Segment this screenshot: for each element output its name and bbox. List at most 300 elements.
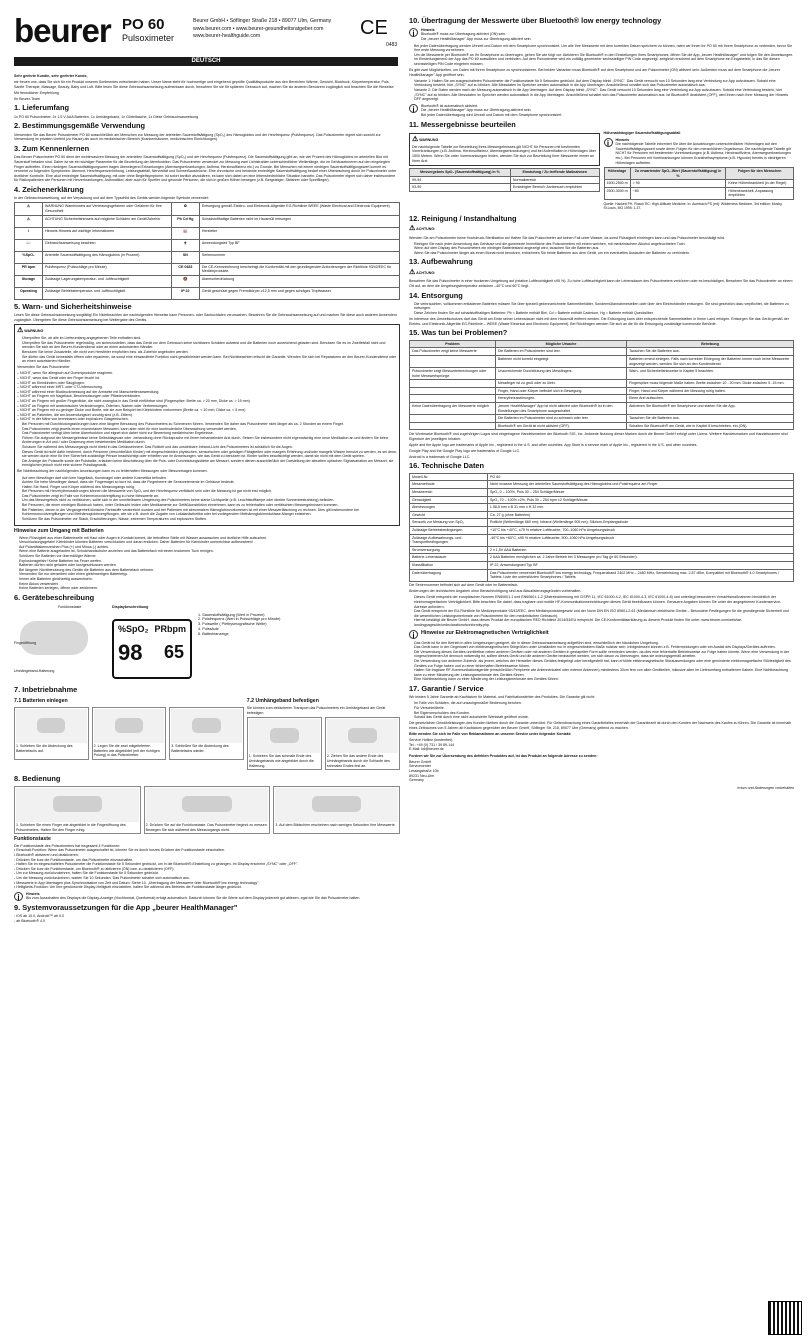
no-use-item: – NICHT in der Nähe von brennbaren oder explosiven Gasgemischen. <box>17 417 129 422</box>
table-cell: Zulässige Betriebsbedingungen <box>410 526 488 534</box>
warranty-item: • Für Verschleißteile. <box>414 706 794 711</box>
no-use-item: – NICHT an Fingern mit zu geringer Dicke und Breite, wie sie zum Beispiel bei Kleinkindern vorkommen (Breite ca. < 10 mm, Dicke ca. < 5 mm) <box>17 408 246 413</box>
battery-item: • Keine Batterien zerlegen, öffnen oder zerkleinern. <box>19 586 400 591</box>
device-label: Umhängeband-Halterung <box>14 668 55 673</box>
emv-item: • Halten Sie tragbare RF-Kommunikationsgeräte (einschließlich Peripherie wie Antennenkabel oder externe Antennen) mindestens 30cm fern von allen Gerätteilen, inklusive allen im Lieferumfang enthaltenen Kabeln. Eine Nichtbeachtung kann zu einer Minderung der Leistungsmerkmale des Gerätes führen. <box>414 668 794 677</box>
company-address: Beurer GmbH • Söflinger Straße 218 • 89077 Ulm, Germany www.beurer.com • www.beurer-gesundheitsratgeber.com www.beurer-healthguide.com <box>193 18 332 40</box>
tech-row <box>410 526 794 534</box>
device-label: Funktionstaste <box>58 604 82 609</box>
table-cell: Ca. 27 g (ohne Batterien) <box>488 511 794 519</box>
display-pr-value: 65 <box>163 642 184 663</box>
problem-row <box>410 422 794 430</box>
table-cell: Herzrythmusstörungen. <box>495 395 626 403</box>
warranty-item: • Bei Eigenverschulden des Kunden. <box>414 711 794 716</box>
symbol-text: ACHTUNG Sicherheitshinweis auf mögliche Schäden am Gerät/Zubehör <box>43 215 172 227</box>
warranty-item: • Sobald das Gerät durch eine nicht autorisierte Werkstatt geöffnet wurde. <box>414 715 794 720</box>
warning-item: • Führen Sie aufgrund der Messergebnisse keine Selbstdiagnose oder -behandlung ohne Rücksprache mit Ihrem behandelnden Arzt durch. Setzen Sie insbesondere nicht eigenmächtig eine neue Medikation an und ändern Sie keine Änderungen in Art und / oder Dosierung einer bestehenden Medikation durch. <box>22 436 397 445</box>
variants-list <box>414 79 794 102</box>
hint-box: i Hinweis Bis zum Ausschalten des Displays die Display-Anzeige (Hochformat, Querformat) erfolgt automatisch. Dadurch können Sie die Werte auf dem Display jederzeit gut ablesen, egal wie Sie das Pulsoximeter halten. <box>14 892 400 901</box>
symbol-icon: %SpO₂ <box>15 251 43 263</box>
display-pr-label: PRbpm <box>154 624 186 635</box>
no-use-item: – NICHT an Fingern mit Nagellack, Beschmutzungen oder Pflasterverbänden. <box>17 394 141 399</box>
symbol-icon: PR bpm <box>15 263 43 275</box>
symbol-icon: 🏭 <box>171 227 199 239</box>
step-illustration <box>275 788 398 822</box>
service-line: Service Hotline (kostenfrei): <box>409 738 454 742</box>
hint-item: Bluetooth® muss zur Übertragung aktiviert (ON) sein. <box>421 32 507 37</box>
brand-logo: beurer <box>14 12 111 49</box>
emv-item: • Die Verwendung dieses Gerätes unmittelbar neben anderen Geräten oder mit anderen Geräten in gestapelter Form sollte vermieden werden, da dies eine fehlerhafte Betriebsweise zur Folge haben könnte. Wenn eine Verwendung in der vorgeschriebenen Art dennoch notwendig ist, sollten dieses Gerät und die anderen Geräte beobachtet werden, um sich davon zu überzeugen, dass sie ordnungsgemäß arbeiten. <box>414 650 794 659</box>
symbol-row <box>15 227 400 239</box>
model-name: PO 60 <box>122 16 165 33</box>
table-cell: Keine Höhenkrankheit (in der Regel) <box>726 180 794 188</box>
function-line: - Drücken Sie kurz die Funktionstaste, um das Pulsoximeter einzuschalten. <box>14 857 134 862</box>
service-contact <box>409 738 794 752</box>
return-heading: Fordern wir Sie zur Übersendung des defekten Produktes auf, ist das Produkt an folgende Adresse zu senden: <box>409 753 598 758</box>
device-illustration <box>14 605 106 683</box>
symbol-text: Alarmunterdrückung <box>199 275 399 287</box>
table-cell: Messfinger ist zu groß oder zu klein. <box>495 380 626 388</box>
symbol-icon: ⚠ <box>15 203 43 215</box>
tech-row <box>410 534 794 546</box>
warning-item: • Bei Personen mit Durchblutungsstörungen kann eine längere Benutzung des Pulsoximeters zu Schmerzen führen. Verwenden Sie daher das Pulsoximeter nicht länger als ca. 2 Stunden an einem Finger. <box>22 422 397 427</box>
product-name: Pulsoximeter <box>122 33 175 43</box>
tech-row <box>410 504 794 512</box>
section-text: Lesen Sie diese Gebrauchsanweisung sorgfältig! Ein Nichtbeachten der nachfolgenden Hinweise kann Personen- oder Sachschäden verursachen. Bewahren Sie die Gebrauchsanweisung auf und machen Sie diese auch anderen Anwendern zugänglich. Übergeben Sie diese Gebrauchsanweisung bei Weitergabe des Geräts. <box>14 313 397 322</box>
step-illustration <box>249 719 320 753</box>
step-figure <box>273 786 400 834</box>
table-cell: L 58,5 mm x B 31 mm x H 32 mm <box>488 504 794 512</box>
symbol-icon: 📖 <box>15 239 43 251</box>
function-line: - Um zur Messung zurückzukehren, halten Sie die Funktionstaste für 5 Sekunden gedrückt. <box>14 871 160 876</box>
section-heading: 4. Zeichenerklärung <box>14 184 84 194</box>
no-use-item: – NICHT an Fingern mit großer Fingerdicke, die nicht zwanglos in das Gerät einführbar sind (Fingerspitze: Breite ca. > 20 mm, Dicke ca. > 15 mm) <box>17 399 250 404</box>
table-cell <box>410 355 496 367</box>
no-use-list <box>17 371 397 422</box>
device-shape <box>37 718 65 733</box>
table-cell: SpO₂ 70 – 100% ±2%, Puls 30 – 254 bpm ±2 Schläge/Minute <box>488 496 794 504</box>
results-row <box>410 184 600 192</box>
measure-item: • Bei Personen mit Herzrhythmusstörungen können die Messwerte von SpO₂ und der Herzfrequenz verfälscht sein oder die Messung ist gar nicht erst möglich. <box>22 489 397 494</box>
step-figure <box>247 717 322 770</box>
service-heading: Bitte wenden Sie sich im Falle von Reklamationen an unseren Service unter folgender Kontakt: <box>409 731 572 736</box>
variants-intro: Es gibt zwei Möglichkeiten, um Daten mit Ihrem Smartphone zu synchronisieren. Bei beiden Varianten muss Bluetooth® auf dem Smartphone und am Pulsoximeter (ON) aktiviert sein. Außerdem muss auf dem Smartphone die „beurer HealthManager" App geöffnet sein. <box>409 68 780 77</box>
section-text: Verwenden Sie das Beurer Pulsoximeter PO 60 ausschließlich am Menschen zur Messung der arteriellen Sauerstoffsättigung (SpO₂) des Hämoglobins und der Herzfrequenz (Pulsfrequenz). Das Pulsoximeter eignet sich sowohl zur Verwendung im privaten Umfeld (zu Hause) als auch im medizinischen Bereich (Krankenhäusern, medizinischen Einrichtungen). <box>14 132 381 142</box>
disposal-item: • Diese Zeichen finden Sie auf schadstoffhaltigen Batterien: Pb = Batterie enthält Blei, Cd = Batterie enthält Cadmium, Hg = Batterie enthält Quecksilber <box>414 311 794 316</box>
team: Ihr Beurer-Team <box>14 96 40 101</box>
battery-item: • Schützen Sie Batterien vor übermäßiger Wärme. <box>19 554 400 559</box>
results-row <box>409 131 794 212</box>
requirement-item: - ab Bluetooth® 4.0 <box>14 918 46 923</box>
section-heading: 14. Entsorgung <box>409 290 463 300</box>
return-line: Germany <box>409 778 424 783</box>
table-cell: > 90 <box>630 180 726 188</box>
no-use-item: – NICHT an Kleinkindern oder Säuglingen. <box>17 380 85 385</box>
warning-item: • Sie dürfen das Gerät keinesfalls öffnen oder reparieren, da sonst eine einwandfreie Funktion nicht gewährleistet werden kann. Bei Nichtbeachten erlischt die Garantie. Wenden Sie sich bei Reparaturen an den Beurer-Kundendienst oder an einen autorisierten Händler. <box>22 355 397 364</box>
table-cell: Aktivieren Sie Bluetooth® am Smartphone und starten Sie die App. <box>627 403 794 415</box>
table-cell: 2500-3000 m <box>604 187 630 199</box>
step-figure <box>325 717 400 770</box>
cleaning-item: • Reinigen Sie nach jeder Anwendung das Gehäuse und die gummierte Innenfläche des Pulsoximeters mit einem weichen, mit medizinischem Alkohol angefeuchteten Tuch. <box>414 242 794 247</box>
tech-row <box>410 561 794 569</box>
info-icon: i <box>14 892 23 901</box>
measure-item: • Auf dem Messfinger darf sich kein Nagellack, Kunstnagel oder andere Kosmetika befinden. <box>22 476 397 481</box>
symbol-text: Gerät geschützt gegen Fremdkörper ≥12,5 mm und gegen schräges Tropfwasser <box>199 287 399 299</box>
symbol-row <box>15 215 400 227</box>
function-line: • Helligkeits-Funktion: Um Ihre gewünschte Display-Helligkeit einzustellen, halten Sie während des Betriebs die Funktionstaste länger gedrückt. <box>14 885 242 890</box>
table-cell: Stromversorgung <box>410 546 488 554</box>
table-cell: 93-90 <box>410 184 511 192</box>
section-heading: 11. Messergebnisse beurteilen <box>409 119 516 129</box>
hint-box <box>409 104 794 118</box>
symbol-text: WARNUNG Warnhinweis auf Verletzungsgefahren oder Gefahren für Ihre Gesundheit <box>43 203 172 215</box>
battery-list <box>19 536 400 591</box>
battery-item: • Explosionsgefahr! Keine Batterien ins Feuer werfen. <box>19 559 400 564</box>
table-cell: Finger, Hand und Körper während der Messung ruhig halten. <box>627 387 794 395</box>
device-shape <box>182 796 231 811</box>
variant-item: • Variante 2: Die Daten werden nach der Messung automatisch in die App übertragen. Auf dem Display blinkt „SYNC". Das Gerät versucht 10 Sekunden lang eine Verbindung zur App aufzubauen. Sobald eine Verbindung besteht, hört „SYNC" auf zu blinken. Alle Messdaten im Speicher werden automatisch in die App übertragen. Anschließend schaltet sich das Pulsoximeter automatisch aus. Ist Bluetooth® deaktiviert (OFF), wird Ihnen nach Ihrer Messung der Hinweis OFF angezeigt. <box>414 88 794 102</box>
table-cell: Erniedrigter Bereich: Arztbesuch empfohlen <box>510 184 599 192</box>
section-heading: 15. Was tun bei Problemen? <box>409 328 508 338</box>
table-cell: Bluetooth® am Gerät ist nicht aktiviert (OFF). <box>495 422 626 430</box>
display-illustration <box>112 619 192 679</box>
step-caption: 2. Drücken Sie auf die Funktionstaste. Das Pulsoximeter beginnt zu messen. Bewegen Sie sich während des Messvorgangs nicht. <box>145 822 268 832</box>
no-use-item: – NICHT, wenn das Gerät oder der Finger feucht ist. <box>17 376 100 381</box>
symbol-text: Die CE-Kennzeichnung bescheinigt die Konformität mit den grundlegenden Anforderungen der Richtlinie 93/42/EEC für Medizinprodukte. <box>199 263 399 275</box>
step-illustration <box>16 788 139 822</box>
altitude-row <box>604 180 794 188</box>
serial-note: Die Seriennummer befindet sich auf dem Gerät oder im Batteriefach. <box>409 583 519 588</box>
symbol-icon: 🔕 <box>171 275 199 287</box>
warning-item: • Benutzen Sie keine Zusatzteile, die nicht vom Hersteller empfohlen bzw. als Zubehör angeboten werden. <box>22 350 397 355</box>
step-caption: 3. Auf dem Bildschirm erscheinen nach wenigen Sekunden Ihre Messwerte. <box>275 822 396 827</box>
hint-item: Bluetooth® ist automatisch aktiviert. <box>421 103 479 108</box>
symbol-text: Entsorgung gemäß Elektro- und Elektronik-Altgeräte EG-Richtlinie WEEE (Waste Electrical and Electronic Equipment) <box>199 203 399 215</box>
section-heading: 10. Übertragung der Messwerte über Bluetooth® low energy technology <box>409 16 662 25</box>
symbol-icon: ⚠ <box>15 215 43 227</box>
measure-item: • Schützen Sie das Pulsoximeter vor Staub, Erschütterungen, Nässe, extremen Temperaturen und explosiven Stoffen. <box>22 517 397 522</box>
right-column: 10. Übertragung der Messwerte über Bluetooth® low energy technology i Hinweis Bluetooth® muss zur Übertragung aktiviert (ON) sein. Die „beurer HealthManager" App muss zur Übertragung aktiviert sein. • Bei jeder Datenübertragung werden Uhrzeit und Datum mit dem Smartphone synchronisiert. Um alle Ihre Messwerte mit dem korrekten Datum speichern zu können, raten wir Ihnen Ihr PO 60 mit Ihrem Smartphone zu verbinden, bevor Sie Ihre erste Messung vornehmen. • Um die Messwerte per Bluetooth® an Ihr Smartphone zu übertragen, gehen Sie wie folgt vor: Aktivieren Sie Bluetooth® in den Einstellungen Ihres Smartphones, öffnen Sie die App „beurer HealthManager" und folgen Sie den Anweisungen. Im Einstellungsmenü der App das PO 60 auswählen und verbinden. Auf dem Pulsoximeter wird ein zufällig generierter sechsstelliger PIN Code angezeigt, zeitgleich erscheint auf dem Smartphone ein Eingabefeld, in das Sie diesen sechsstelligen PIN Code eingeben müssen. Es gibt zwei Möglichkeiten, um Daten mit Ihrem Smartphone zu synchronisieren. Bei beiden Varianten muss Bluetooth® auf dem Smartphone und am Pulsoximeter (ON) aktiviert sein. Außerdem muss auf dem Smartphone die „beurer HealthManager" App geöffnet sein. • Variante 1: Halten Sie am ausgeschalteten Pulsoximeter die Funktionstaste für 5 Sekunden gedrückt. Auf dem Display blinkt „SYNC". Das Gerät versucht nun 10 Sekunden lang eine Verbindung zur App aufzubauen. Sobald eine Verbindung besteht, hört „SYNC" auf zu blinken. Alle Messdaten im Speicher werden automatisch in die App übertragen. Anschließend schaltet sich das Pulsoximeter automatisch aus. • Variante 2: Die Daten werden nach der Messung automatisch in die App übertragen. Auf dem Display blinkt „SYNC". Das Gerät versucht 10 Sekunden lang eine Verbindung zur App aufzubauen. Sobald eine Verbindung besteht, hört „SYNC" auf zu blinken. Alle Messdaten im Speicher werden automatisch in die App übertragen. Anschließend schaltet sich das Pulsoximeter automatisch aus. Ist Bluetooth® deaktiviert (OFF), wird Ihnen nach Ihrer Messung der Hinweis OFF angezeigt. i Bluetooth® ist automatisch aktiviert. Die „beurer HealthManager" App muss zur Übertragung aktiviert sein. Bei jeder Datenübertragung wird Uhrzeit und Datum mit dem Smartphone synchronisiert. 11. Messergebnisse beurteilen ⚠ WARNUNG Die nachfolgende Tabelle zur Beurteilung Ihres Messergebnisses gilt NICHT für Personen mit bestimmten Vorerkrankungen (z.B. Asthma, Herzinsuffizienz, Atemwegserkrankungen) und bei Aufenthalten in Höhenlagen über 1500 Metern. Wenn Sie unter Vorerkrankungen leiden, wenden Sie sich zur Beurteilung Ihrer Messwerte immer an Ihren Arzt. Messergebnis SpO₂ (Sauerstoffsättigung) in % Einstufung / Zu treffende Maßnahmen 99-94 Normalbereich 93-90 Erniedrigter Bereich: Arztbesuch empfohlen Höhenabhängiger Sauerstoffsättigungsabfall i Hinweis Die nachfolgende Tabelle informiert Sie über die Auswirkungen unterschiedlicher Höhenlagen auf den Sauerstoffsättigungswert sowie deren Folgen für den menschlichen Organismus. Die nachfolgende Tabelle gilt NICHT für Personen mit bestimmten Vorerkrankungen (z.B. Asthma, Herzinsuffizienz, Atemwegserkrankungen etc.). Bei Personen mit Vorerkrankungen können Krankheitssymptome (z.B. Hypoxie) bereits in niedrigeren Höhenlagen auftreten. Höhenlage Zu erwartender SpO₂-Wert (Sauerstoffsättigung) in % Folgen für den Menschen 1500-2500 m > 90 Keine Höhenkrankheit (in der Regel) 2500-3000 m ~80 Höhenkrankheit, Anpassung empfohlen Quelle: Hackett PH, Roach RC: High-Altitude Medicine. In: Auerbach PS (ed): Wilderness Medicine, 3rd edition; Mosby, St.Louis, MO 1995: 1-37. 12. Reinigung / Instandhaltung ⚠ ACHTUNG: Wenden Sie am Pulsoximeter keine Hochdruck-Sterilisation an! Halten Sie das Pulsoximeter auf keinen Fall unter Wasser, da sonst Flüssigkeit eindringen kann und das Pulsoximeter beschädigt wird. • Reinigen Sie nach jeder Anwendung das Gehäuse und die gummierte Innenfläche des Pulsoximeters mit einem weichen, mit medizinischem Alkohol angefeuchteten Tuch. • Wenn auf dem Display des Pulsoximeters ein niedriger Batteriestand angezeigt wird, tauschen Sie die Batterien aus. • Wenn Sie das Pulsoximeter länger als einen Monat nicht benutzen, entnehmen Sie beide Batterien aus dem Gerät, um ein eventuelles Auslaufen der Batterien zu verhindern. 13. Aufbewahrung ⚠ ACHTUNG: Bewahren Sie das Pulsoximeter in einer trockenen Umgebung auf (relative Luftfeuchtigkeit ≤95 %). Zu hohe Luftfeuchtigkeit kann die Lebensdauer des Pulsoximeters verkürzen oder es beschädigen. Bewahren Sie das Pulsoximeter an einem Ort auf, an dem die Umgebungstemperatur zwischen –40°C und 60°C liegt. 14. Entsorgung • Die verbrauchten, vollkommen entladenen Batterien müssen Sie über speziell gekennzeichnete Sammelbehälter, Sondermüllannahmestellen oder über den Elektrohändler entsorgen. Sie sind gesetzlich dazu verpflichtet, die Batterien zu entsorgen. • Diese Zeichen finden Sie auf schadstoffhaltigen Batterien: Pb = Batterie enthält Blei, Cd = Batterie enthält Cadmium, Hg = Batterie enthält Quecksilber Im Interesse des Umweltschutzes darf das Gerät am Ende seiner Lebensdauer nicht mit dem Hausmüll entfernt werden. Die Entsorgung kann über entsprechende Sammelstellen in Ihrem Land erfolgen. Entsorgen Sie das Gerät gemäß der Elektro- und Elektronik-Altgeräte EG-Richtlinie – WEEE (Waste Electrical and Electronic Equipment). Bei Rückfragen wenden Sie sich an die für die Entsorgung zuständige kommunale Behörde. 15. Was tun bei Problemen? Problem Mögliche Ursache Behebung Das Pulsoximeter zeigt keine Messwerte Die Batterien im Pulsoximeter sind leer. Tauschen Sie die Batterien aus. Batterien nicht korrekt eingelegt. Batterien erneut einlegen. Falls nach korrekter Einlegung der Batterien immer noch keine Messwerte angezeigt werden, wenden Sie sich an den Kundendienst. Pulsoximeter zeigt Messunterbrechungen oder hohe Messwertsprünge Unzureichende Durchblutung des Messfingers. Warn- und Sicherheitshinweise in Kapitel 5 beachten. Messfinger ist zu groß oder zu klein. Fingerspitze muss folgende Maße haben: Breite zwischen 10 - 20 mm. Dicke zwischen 5 -15 mm. Finger, Hand oder Körper befindet sich in Bewegung. Finger, Hand und Körper während der Messung ruhig halten. Herzrythmusstörungen. Einen Arzt aufsuchen. Keine Datenübertragung der Messwerte möglich „beurer HealthManager" App ist nicht aktiviert oder Bluetooth® ist in den Einstellungen des Smartphone ausgeschaltet. Aktivieren Sie Bluetooth® am Smartphone und starten Sie die App. Die Batterien im Pulsoximeter sind zu schwach oder leer. Tauschen Sie die Batterien aus. Bluetooth® am Gerät ist nicht aktiviert (OFF). Schalten Sie Bluetooth® am Gerät, wie in Kapitel 8 beschrieben, ein (ON). Die Wortmarke Bluetooth® und zugehörigen Logos sind eingetragene Handelsmarken der Bluetooth SIG, Inc. Jedwede Nutzung dieser Marken durch die Beurer GmbH erfolgt unter Lizenz. Weitere Handelsmarken und Handelsnamen sind Eigentum der jeweiligen Inhaber. Apple and the Apple logo are trademarks of Apple Inc., registered in the U.S. and other countries. App Store is a service mark of Apple Inc., registered in the U.S. and other countries. Google Play and the Google Play logo are trademarks of Google LLC. Android is a trademark of Google LLC. 16. Technische Daten Modell-Nr. PO 60 Messmethode Nicht invasive Messung der arteriellen Sauerstoffsättigung des Hämoglobins und Pulsfrequenz am Finger Messbereich SpO₂ 0 – 100%, Puls 30 – 254 Schläge/Minute Genauigkeit SpO₂ 70 – 100% ±2%, Puls 30 – 254 bpm ±2 Schläge/Minute Abmessungen L 58,5 mm x B 31 mm x H 32 mm Gewicht Ca. 27 g (ohne Batterien) Sensorik zur Messung von SpO₂ Rotlicht (Wellenlänge 660 nm); Infrarot (Wellenlänge 905 nm); Silizium-Empfangsdiode Zulässige Betriebsbedingungen +10°C bis +40°C, ≤75 % relative Luftfeuchte, 700–1060 hPa Umgebungsdruck Zulässige Aufbewahrungs- und Transportbedingungen -40°C bis +60°C, ≤95 % relative Luftfeuchte, 500–1060 hPa Umgebungsdruck Stromversorgung 2 x 1,5V AAA Batterien Batterie-Lebensdauer 2 AAA Batterien ermöglichen ca. 2 Jahre Betrieb bei 3 Messungen pro Tag (je 60 Sekunden). Klassifikation IP 22, Anwendungsteil Typ BF Datenübertragung Das Pulsoximeter verwendet Bluetooth® low energy technology, Frequenzband 2402 MHz – 2480 MHz, Sendeleistung max. 2,87 dBm, Kompatibel mit Bluetooth® 4.0 Smartphones / Tablets. Liste der unterstützten Smartphones / Tablets Die Seriennummer befindet sich auf dem Gerät oder im Batteriefach. Änderungen der technischen Angaben ohne Benachrichtigung sind aus Aktualisierungsgründen vorbehalten. • Dieses Gerät entspricht der europäischen Normen EN60601-1 und EN60601-1-2 (Übereinstimmung mit CISPR 11, IEC 61000-4-2, IEC 61000-4-3, IEC 61000-4-8) und unterliegt besonderen Vorsichtsmaßnahmen hinsichtlich der elektromagnetischen Verträglichkeit. Bitte beachten Sie dabei, dass tragbare und mobile HF-Kommunikationseinrichtungen dieses Gerät beeinflussen können. Genauere Angaben können Sie unter der angegebenen Kundenservice-Adresse anfordern. • Das Gerät entspricht der EU-Richtlinie für Medizinprodukte 93/42/EEC, dem Medizinproduktegesetz und der Norm DIN EN ISO 80601-2-61 (Medizinisch elektrische Geräte – Besondere Festlegungen für die grundlegende Sicherheit und die wesentlichen Leistungsmerkmale von Pulsoximetern für den medizinischen Gebrauch). • Hiermit bestätigt die Beurer GmbH, dass dieses Produkt der europäischen RED Richtlinie 2014/53/EU entspricht. Die CE-Konformitätserklärung zu diesem Produkt finden Sie unter: www.beurer.com/web/we-landingpages/de/cedeclarationofconformity.php. i Hinweise zur Elektromagnetischen Verträglichkeit • Das Gerät ist für den Betrieb in allen Umgebungen geeignet, die in dieser Gebrauchsanweisung aufgeführt sind, einschließlich der häuslichen Umgebung. • Das Gerät kann in der Gegenwart von elektromagnetischen Störgrößen unter Umständen nur in eingeschränktem Maße nutzbar sein. Infolgedessen können z.B. Fehlermeldungen oder ein Ausfall des Displays/Gerätes auftreten. • Die Verwendung dieses Gerätes unmittelbar neben anderen Geräten oder mit anderen Geräten in gestapelter Form sollte vermieden werden, da dies eine fehlerhafte Betriebsweise zur Folge haben könnte. Wenn eine Verwendung in der vorgeschriebenen Art dennoch notwendig ist, sollten dieses Gerät und die anderen Geräte beobachtet werden, um sich davon zu überzeugen, dass sie ordnungsgemäß arbeiten. • Die Verwendung von anderem Zubehör, als jenem, welches der Hersteller dieses Gerätes festgelegt oder bereitgestellt hat, kann erhöhte elektromagnetische Störaussendungen oder eine geminderte elektromagnetische Störfestigkeit des Gerätes zur Folge haben und zu einer fehlerhaften Betriebsweise führen. • Halten Sie tragbare RF-Kommunikationsgeräte (einschließlich Peripherie wie Antennenkabel oder externe Antennen) mindestens 30cm fern von allen Gerätteilen, inklusive allen im Lieferumfang enthaltenen Kabeln. Eine Nichtbeachtung kann zu einer Minderung der Leistungsmerkmale des Gerätes führen. • Eine Nichtbeachtung kann zu einer Minderung der Leistungsmerkmale des Gerätes führen. 17. Garantie / Service Wir leisten 5 Jahre Garantie ab Kaufdatum für Material- und Fabrikationsfehler des Produktes. Die Garantie gilt nicht: • Im Falle von Schäden, die auf unsachgemäßer Bedienung beruhen. • Für Verschleißteile. • Bei Eigenverschulden des Kunden. • Sobald das Gerät durch eine nicht autorisierte Werkstatt geöffnet wurde. Die gesetzlichen Gewährleistungen des Kunden bleiben durch die Garantie unberührt. Für Geltendmachung eines Garantiefalles innerhalb der Garantiezeit ist durch den Kunden der Nachweis des Kaufes zu führen. Die Garantie ist innerhalb eines Zeitraumes von 5 Jahren ab Kaufdatum gegenüber der Beurer GmbH, Söflinger Str. 218, 89077 Ulm (Germany) geltend zu machen. Bitte wenden Sie sich im Falle von Reklamationen an unseren Service unter folgender Kontakt: Service Hotline (kostenfrei): Tel.: +49 (0) 731 / 39 89-144 E-Mail: kd@beurer.de Fordern wir Sie zur Übersendung des defekten Produktes auf, ist das Produkt an folgende Adresse zu senden: Beurer GmbH Servicecenter Lessingstraße 10b 89231 Neu-Ulm Germany Irrtum und Änderungen vorbehalten <box>409 14 794 1336</box>
cleaning-item: • Wenn auf dem Display des Pulsoximeters ein niedriger Batteriestand angezeigt wird, tauschen Sie die Batterien aus. <box>414 246 794 251</box>
setup-row <box>14 696 400 772</box>
measure-item: • Bei Personen, die einen niedrigen Blutdruck haben, unter Gelbsucht leiden oder Medikamente zur Gefäßkonstriktion einnehmen, kann es zu fehlerhaften oder verfälschten Messergebnissen kommen. <box>22 503 397 508</box>
problem-row <box>410 403 794 415</box>
problem-row <box>410 368 794 380</box>
table-cell: Nicht invasive Messung der arteriellen Sauerstoffsättigung des Hämoglobins und Pulsfrequenz am Finger <box>488 481 794 489</box>
change-note: Änderungen der technischen Angaben ohne Benachrichtigung sind aus Aktualisierungsgründen vorbehalten. <box>409 589 582 594</box>
table-cell <box>410 380 496 388</box>
symbol-text: Zulässige Betriebstemperatur- und -luftfeuchtigkeit <box>43 287 172 299</box>
section-heading: 17. Garantie / Service <box>409 683 484 693</box>
tech-row <box>410 511 794 519</box>
tech-row <box>410 519 794 527</box>
subsection-heading: 7.1 Batterien einlegen <box>14 698 68 705</box>
device-shape <box>192 718 220 733</box>
results-right: Höhenabhängiger Sauerstoffsättigungsabfall i Hinweis Die nachfolgende Tabelle informiert Sie über die Auswirkungen unterschiedlicher Höhenlagen auf den Sauerstoffsättigungswert sowie deren Folgen für den menschlichen Organismus. Die nachfolgende Tabelle gilt NICHT für Personen mit bestimmten Vorerkrankungen (z.B. Asthma, Herzinsuffizienz, Atemwegserkrankungen etc.). Bei Personen mit Vorerkrankungen können Krankheitssymptome (z.B. Hypoxie) bereits in niedrigeren Höhenlagen auftreten. Höhenlage Zu erwartender SpO₂-Wert (Sauerstoffsättigung) in % Folgen für den Menschen 1500-2500 m > 90 Keine Höhenkrankheit (in der Regel) 2500-3000 m ~80 Höhenkrankheit, Anpassung empfohlen Quelle: Hackett PH, Roach RC: High-Altitude Medicine. In: Auerbach PS (ed): Wilderness Medicine, 3rd edition; Mosby, St.Louis, MO 1995: 1-37. <box>604 131 795 212</box>
tech-row <box>410 554 794 562</box>
emv-item: • Das Gerät ist für den Betrieb in allen Umgebungen geeignet, die in dieser Gebrauchsanweisung aufgeführt sind, einschließlich der häuslichen Umgebung. <box>414 641 794 646</box>
table-cell: Finger, Hand oder Körper befindet sich in Bewegung. <box>495 387 626 395</box>
tech-row <box>410 569 794 581</box>
function-line: • Messwerte in App übertragen plus Synchronisation von Zeit und Datum: Siehe 10. „Übertragung der Messwerte über Bluetooth® low energy technology". <box>14 880 260 885</box>
symbol-row <box>15 287 400 299</box>
section-heading: 2. Bestimmungsgemäße Verwendung <box>14 121 146 131</box>
section-heading: 16. Technische Daten <box>409 461 485 471</box>
battery-item: • Wenn Flüssigkeit aus einer Batteriezelle mit Haut oder Augen in Kontakt kommt, die betroffene Stelle mit Wasser auswaschen und ärztliche Hilfe aufsuchen. <box>19 536 400 541</box>
step-caption: 1. Schieben Sie das schmale Ende des Umhängebands wie abgebildet durch die Halterung. <box>248 754 314 768</box>
step-illustration <box>16 709 87 743</box>
table-cell: Rotlicht (Wellenlänge 660 nm); Infrarot (Wellenlänge 905 nm); Silizium-Empfangsdiode <box>488 519 794 527</box>
device-label: Fingeröffnung <box>14 640 37 645</box>
symbol-icon: CE 0483 <box>171 263 199 275</box>
emv-list <box>414 641 794 682</box>
return-address <box>409 760 794 783</box>
battery-heading: Hinweise zum Umgang mit Batterien <box>14 527 104 534</box>
step-figure <box>14 707 89 760</box>
lanyard-setup <box>247 696 400 772</box>
table-cell <box>410 387 496 395</box>
display-legend-item: 4. Pulssäule <box>198 627 219 632</box>
symbol-text: Pulsfrequenz (Pulsschläge pro Minute) <box>43 263 172 275</box>
section-text: Das Beurer Pulsoximeter PO 60 dient der nichtinvasiven Messung der arteriellen Sauerstoffsättigung (SpO₂) und der Herzfrequenz (Pulsfrequenz). Die Sauerstoffsättigung gibt an, wie viel Prozent des Hämoglobins im arteriellen Blut mit Sauerstoff beladen sind. Daher ist sie ein wichtiger Parameter für die Beurteilung der Atemfunktion. Das Pulsoximeter verwendet zur Messung zwei Lichtstrahlen unterschiedlicher Wellenlänge, die im Gehäuseinneren auf den eingelegten Finger auftreffen. Einen niedrigen Sauerstoffsättigungswert tragen überwiegend Erkrankungen (Atemwegserkrankungen, Asthma, Herzinsuffizienz etc.) zu Grunde. Bei Menschen mit einem niedrigen Sauerstoffsättigungswert kommt es vermehrt zu folgenden Symptomen: Atemnot, Herzfrequenzerhöhung, Leistungsabfall, Nervosität und Schweißausbrüche. Eine chronische und bekannte erniedrigte Sauerstoffsättigung bedarf einer Überwachung durch Ihr Pulsoximeter unter ärztlicher Kontrolle. Eine akut erniedrigte Sauerstoffsättigung, mit oder ohne Begleitsymptome, ist sofort ärztlich abzuklären, es kann sich dabei um eine lebensbedrohliche Situation handeln. Das Pulsoximeter eignet sich daher insbesondere für Risikopatienten wie Personen mit Herzerkrankungen, Asthmatiker, aber auch für Sportler und gesunde Personen, die sich in großen Höhen bewegen (z.B. Bergsteiger, Skifahrer oder Sportflieger). <box>14 155 397 183</box>
problem-table: Problem Mögliche Ursache Behebung Das Pulsoximeter zeigt keine Messwerte Die Batterien im Pulsoximeter sind leer. Tauschen Sie die Batterien aus. Batterien nicht korrekt eingelegt. Batterien erneut einlegen. Falls nach korrekter Einlegung der Batterien immer noch keine Messwerte angezeigt werden, wenden Sie sich an den Kundendienst. Pulsoximeter zeigt Messunterbrechungen oder hohe Messwertsprünge Unzureichende Durchblutung des Messfingers. Warn- und Sicherheitshinweise in Kapitel 5 beachten. Messfinger ist zu groß oder zu klein. Fingerspitze muss folgende Maße haben: Breite zwischen 10 - 20 mm. Dicke zwischen 5 -15 mm. Finger, Hand oder Körper befindet sich in Bewegung. Finger, Hand und Körper während der Messung ruhig halten. Herzrythmusstörungen. Einen Arzt aufsuchen. Keine Datenübertragung der Messwerte möglich „beurer HealthManager" App ist nicht aktiviert oder Bluetooth® ist in den Einstellungen des Smartphone ausgeschaltet. Aktivieren Sie Bluetooth® am Smartphone und starten Sie die App. Die Batterien im Pulsoximeter sind zu schwach oder leer. Tauschen Sie die Batterien aus. Bluetooth® am Gerät ist nicht aktiviert (OFF). Schalten Sie Bluetooth® am Gerät, wie in Kapitel 8 beschrieben, ein (ON). <box>409 340 794 431</box>
section-heading: 7. Inbetriebnahme <box>14 684 78 694</box>
trademarks <box>409 432 794 459</box>
warning-item: • Schauen Sie während des Messvorgangs nicht direkt in das Gehäuseinnere. Das Rotlicht und das unsichtbare Infrarot-Licht des Pulsoximeters ist schädlich für die Augen. <box>22 445 397 450</box>
emv-item: • Das Gerät kann in der Gegenwart von elektromagnetischen Störgrößen unter Umständen nur in eingeschränktem Maße nutzbar sein. Infolgedessen können z.B. Fehlermeldungen oder ein Ausfall des Displays/Gerätes auftreten. <box>414 645 794 650</box>
function-text <box>14 844 400 890</box>
symbol-table <box>14 202 400 299</box>
warning-item: • Überprüfen Sie, ob alle im Lieferumfang angegebenen Teile enthalten sind. <box>22 336 397 341</box>
table-cell: Messmethode <box>410 481 488 489</box>
warning-icon: ⚠ <box>409 225 416 233</box>
device-shape <box>270 728 298 743</box>
function-heading: Funktionstaste <box>14 836 51 843</box>
section-heading: 13. Aufbewahrung <box>409 257 473 267</box>
symbol-row <box>15 251 400 263</box>
info-icon: i <box>409 28 418 37</box>
section-text: Bewahren Sie das Pulsoximeter in einer trockenen Umgebung auf (relative Luftfeuchtigkeit ≤95 %). Zu hohe Luftfeuchtigkeit kann die Lebensdauer des Pulsoximeters verkürzen oder es beschädigen. Bewahren Sie das Pulsoximeter an einem Ort auf, an dem die Umgebungstemperatur zwischen –40°C und 60°C liegt. <box>409 279 793 288</box>
symbol-icon: Operating <box>15 287 43 299</box>
altitude-source: Quelle: Hackett PH, Roach RC: High-Altitude Medicine. In: Auerbach PS (ed): Wilderness Medicine, 3rd edition; Mosby, St.Louis, MO 1995: 1-37. <box>603 201 783 210</box>
table-cell: „beurer HealthManager" App ist nicht aktiviert oder Bluetooth® ist in den Einstellungen des Smartphone ausgeschaltet. <box>495 403 626 415</box>
norm-item: • Hiermit bestätigt die Beurer GmbH, dass dieses Produkt der europäischen RED Richtlinie 2014/53/EU entspricht. Die CE-Konformitätserklärung zu diesem Produkt finden Sie unter: www.beurer.com/web/we-landingpages/de/cedeclarationofconformity.php. <box>414 618 794 627</box>
battery-item: • Wenn eine Batterie ausgelaufen ist, Schutzhandschuhe anziehen und das Batteriefach mit einem trockenen Tuch reinigen. <box>19 549 400 554</box>
section-text: Wir leisten 5 Jahre Garantie ab Kaufdatum für Material- und Fabrikationsfehler des Produktes. Die Garantie gilt nicht: <box>409 695 595 700</box>
measure-item: • Achten Sie beim Messfinger darauf, dass der Fingernagel so kurz ist, dass die Fingerbeere die Sensorelemente im Gehäuse bedeckt. <box>22 480 397 485</box>
variant-item: • Variante 1: Halten Sie am ausgeschalteten Pulsoximeter die Funktionstaste für 5 Sekunden gedrückt. Auf dem Display blinkt „SYNC". Das Gerät versucht nun 10 Sekunden lang eine Verbindung zur App aufzubauen. Sobald eine Verbindung besteht, hört „SYNC" auf zu blinken. Alle Messdaten im Speicher werden automatisch in die App übertragen. Anschließend schaltet sich das Pulsoximeter automatisch aus. <box>414 79 794 88</box>
hint-box: i Hinweis Bluetooth® muss zur Übertragung aktiviert (ON) sein. Die „beurer HealthManager" App muss zur Übertragung aktiviert sein. <box>409 28 794 42</box>
hint-item: Die „beurer HealthManager" App muss zur Übertragung aktiviert sein. <box>421 37 532 42</box>
altitude-title: Höhenabhängiger Sauerstoffsättigungsabfall <box>603 130 681 135</box>
emv-item: • Eine Nichtbeachtung kann zu einer Minderung der Leistungsmerkmale des Gerätes führen. <box>414 677 794 682</box>
table-cell: Fingerspitze muss folgende Maße haben: Breite zwischen 10 - 20 mm. Dicke zwischen 5 -15 mm. <box>627 380 794 388</box>
warning-item: • Dieses Gerät ist nicht dafür bestimmt, durch Personen (einschließlich Kinder) mit eingeschränkten physischen, sensorischen oder geistigen Fähigkeiten oder mangels Erfahrung und/oder mangels Wissen benutzt zu werden, es sei denn, sie werden durch eine für Ihre Sicherheit zuständige Person beaufsichtigt oder erhielten von ihr Anweisungen, wie das Gerät zu benutzen ist. Kinder sollten beaufsichtigt werden, damit sie nicht mit dem Gerät spielen. <box>22 450 397 459</box>
symbol-row <box>15 239 400 251</box>
symbol-text: Seriennummer <box>199 251 399 263</box>
warning-icon: ⚠ <box>17 327 24 335</box>
battery-item: • Auf Polaritätskennzeichen Plus (+) und Minus (-) achten. <box>19 545 400 550</box>
symbol-row <box>15 275 400 287</box>
trademark-line: Android is a trademark of Google LLC. <box>409 454 471 459</box>
tech-row <box>410 496 794 504</box>
warning-box: ⚠ WARNUNG Die nachfolgende Tabelle zur Beurteilung Ihres Messergebnisses gilt NICHT für Personen mit bestimmten Vorerkrankungen (z.B. Asthma, Herzinsuffizienz, Atemwegserkrankungen) und bei Aufenthalten in Höhenlagen über 1500 Metern. Wenn Sie unter Vorerkrankungen leiden, wenden Sie sich zur Beurteilung Ihrer Messwerte immer an Ihren Arzt. <box>409 133 600 166</box>
problem-row <box>410 380 794 388</box>
battery-item: • Verschluckungsgefahr! Kleinkinder könnten Batterien verschlucken und daran ersticken. Daher Batterien für Kleinkinder unerreichbar aufbewahren! <box>19 540 400 545</box>
device-shape <box>115 718 143 733</box>
symbol-icon: ♻ <box>171 203 199 215</box>
display-spo2-value: 98 <box>118 640 143 666</box>
display-legend-item: 5. Batterieanzeige <box>198 632 229 637</box>
table-cell: Tauschen Sie die Batterien aus. <box>627 348 794 356</box>
measure-item: • Bei Patienten, denen in der Vergangenheit klinische Farbstoffe verabreicht wurden und bei Patienten mit abnormalem Hämoglobinvorkommen ist mit einer Messverfälschung zu rechnen. Dies gilt insbesondere bei Kohlenmonoxidvergiftungen und Methämoglobinvergiftungen, wie sie z.B. durch die Zugabe von Lokalanästhetika oder bei vorliegendem Methämoglobinreduktase-Mangel entstehen. <box>22 508 397 517</box>
table-cell: Klassifikation <box>410 561 488 569</box>
cleaning-list <box>414 242 794 256</box>
measure-intro: Bei Nichtbeachtung der nachfolgenden Anweisungen kann es zu fehlerhaften Messungen oder Messversagen kommen. <box>17 469 208 474</box>
no-use-item: – NICHT während einer Blutdruckmessung auf der Armseite mit Manschettenanwendung. <box>17 389 160 394</box>
step-figure <box>144 786 271 834</box>
table-cell <box>410 415 496 423</box>
service-line: E-Mail: kd@beurer.de <box>409 747 444 752</box>
subsection-heading: 7.2 Umhängeband befestigen <box>246 698 319 705</box>
no-use-title: Verwenden Sie das Pulsoximeter <box>17 365 70 370</box>
function-line: • Einschalt-Funktion: Wenn das Pulsoximeter ausgeschaltet ist, können Sie es durch kurzes Drücken der Funktionstaste einschalten. <box>14 848 225 853</box>
requirement-item: - iOS ab 10.0, Android™ ab 5.0 <box>14 914 64 919</box>
warning-list <box>22 336 397 364</box>
warning-item: • Überprüfen Sie das Pulsoximeter regelmäßig, um sicherzustellen, dass das Gerät vor dem Gebrauch keine sichtbaren Schäden aufweist und die Batterien noch ausreichend geladen sind. Benutzen Sie es im Zweifelsfall nicht und wenden Sie sich an den Beurer-Kundendienst oder an einen autorisierten Händler. <box>22 341 397 350</box>
operation-figures <box>14 786 400 834</box>
no-use-item: – NICHT an Patienten, die am Anwendungsort unruhig sind (z.B. Zittern). <box>17 412 133 417</box>
section-heading: 6. Gerätebeschreibung <box>14 592 95 602</box>
step-figure <box>169 707 244 760</box>
table-cell: Batterien nicht korrekt eingelegt. <box>495 355 626 367</box>
display-section <box>112 605 192 683</box>
warning-icon: ⚠ <box>412 135 419 143</box>
table-cell: Gewicht <box>410 511 488 519</box>
table-cell: Einen Arzt aufsuchen. <box>627 395 794 403</box>
table-cell: 1500-2500 m <box>604 180 630 188</box>
table-cell: Abmessungen <box>410 504 488 512</box>
table-cell: Warn- und Sicherheitshinweise in Kapitel 5 beachten. <box>627 368 794 380</box>
step-illustration <box>327 719 398 753</box>
table-cell: Batterie-Lebensdauer <box>410 554 488 562</box>
qr-code <box>768 1301 802 1335</box>
tech-row <box>410 546 794 554</box>
table-cell: SpO₂ 0 – 100%, Puls 30 – 254 Schläge/Minute <box>488 488 794 496</box>
step-caption: 1. Schieben Sie einen Finger wie abgebildet in die Fingeröffnung des Pulsoximeters. Halten Sie den Finger ruhig. <box>16 822 126 832</box>
norm-list <box>414 595 794 627</box>
table-cell: Die Batterien im Pulsoximeter sind zu schwach oder leer. <box>495 415 626 423</box>
section-heading: 8. Bedienung <box>14 774 61 784</box>
symbol-icon: i <box>15 227 43 239</box>
section-text: 1x PO 60 Pulsoximeter, 2x 1,5 V AAA Batterien, 1x Umhängeband, 1x Gürteltasche, 1x Diese Gebrauchsanweisung <box>14 114 199 119</box>
disposal-item: • Die verbrauchten, vollkommen entladenen Batterien müssen Sie über speziell gekennzeichnete Sammelbehälter, Sondermüllannahmestellen oder über den Elektrohändler entsorgen. Sie sind gesetzlich dazu verpflichtet, die Batterien zu entsorgen. <box>414 302 794 311</box>
symbol-row <box>15 203 400 215</box>
step-caption: 2. Ziehen Sie das andere Ende des Umhängebands durch die Schlaufe des schmalen Endes fest an. <box>326 754 390 768</box>
table-cell: Messbereich <box>410 488 488 496</box>
table-cell: Batterien erneut einlegen. Falls nach korrekter Einlegung der Batterien immer noch keine Messwerte angezeigt werden, wenden Sie sich an den Kundendienst. <box>627 355 794 367</box>
warning-box: ⚠ WARNUNG • Überprüfen Sie, ob alle im Lieferumfang angegebenen Teile enthalten sind. • Überprüfen Sie das Pulsoximeter regelmäßig, um sicherzustellen, dass das Gerät vor dem Gebrauch keine sichtbaren Schäden aufweist und die Batterien noch ausreichend geladen sind. Benutzen Sie es im Zweifelsfall nicht und wenden Sie sich an den Beurer-Kundendienst oder an einen autorisierten Händler. • Benutzen Sie keine Zusatzteile, die nicht vom Hersteller empfohlen bzw. als Zubehör angeboten werden. • Sie dürfen das Gerät keinesfalls öffnen oder reparieren, da sonst eine einwandfreie Funktion nicht gewährleistet werden kann. Bei Nichtbeachten erlischt die Garantie. Wenden Sie sich bei Reparaturen an den Beurer-Kundendienst oder an einen autorisierten Händler. Verwenden Sie das Pulsoximeter – NICHT, wenn Sie allergisch auf Gummiprodukte reagieren. – NICHT, wenn das Gerät oder der Finger feucht ist. – NICHT an Kleinkindern oder Säuglingen. – NICHT während einer MRT- oder CT-Untersuchung. – NICHT während einer Blutdruckmessung auf der Armseite mit Manschettenanwendung. – NICHT an Fingern mit Nagellack, Beschmutzungen oder Pflasterverbänden. – NICHT an Fingern mit großer Fingerdicke, die nicht zwanglos in das Gerät einführbar sind (Fingerspitze: Breite ca. > 20 mm, Dicke ca. > 15 mm) – NICHT an Fingern mit anatomischen Veränderungen, Ödemen, Narben oder Verbrennungen. – NICHT an Fingern mit zu geringer Dicke und Breite, wie sie zum Beispiel bei Kleinkindern vorkommen (Breite ca. < 10 mm, Dicke ca. < 5 mm) – NICHT an Patienten, die am Anwendungsort unruhig sind (z.B. Zittern). – NICHT in der Nähe von brennbaren oder explosiven Gasgemischen. • Bei Personen mit Durchblutungsstörungen kann eine längere Benutzung des Pulsoximeters zu Schmerzen führen. Verwenden Sie daher das Pulsoximeter nicht länger als ca. 2 Stunden an einem Finger. • Das Pulsoximeter zeigt jeweils einen momentanen Messwert, kann aber nicht für eine kontinuierliche Überwachung verwendet werden. • Das Pulsoximeter verfügt über keine Alarmfunktion und eignet sich daher nicht zur Bewertung medizinischer Ergebnisse. • Führen Sie aufgrund der Messergebnisse keine Selbstdiagnose oder -behandlung ohne Rücksprache mit Ihrem behandelnden Arzt durch. Setzen Sie insbesondere nicht eigenmächtig eine neue Medikation an und ändern Sie keine Änderungen in Art und / oder Dosierung einer bestehenden Medikation durch. • Schauen Sie während des Messvorgangs nicht direkt in das Gehäuseinnere. Das Rotlicht und das unsichtbare Infrarot-Licht des Pulsoximeters ist schädlich für die Augen. • Dieses Gerät ist nicht dafür bestimmt, durch Personen (einschließlich Kinder) mit eingeschränkten physischen, sensorischen oder geistigen Fähigkeiten oder mangels Erfahrung und/oder mangels Wissen benutzt zu werden, es sei denn, sie werden durch eine für Ihre Sicherheit zuständige Person beaufsichtigt oder erhielten von ihr Anweisungen, wie das Gerät zu benutzen ist. Kinder sollten beaufsichtigt werden, damit sie nicht mit dem Gerät spielen. • Die Anzeige der Pulswelle sowie der Pulsbalke, erlauben keine Abschätzung über die Puls- oder Durchblutungsstärke am Messort, sondern dienen ausschließlich der Darstellung der aktuellen optischen Signalvariation am Messort, sie ermöglichen jedoch nicht eine sichere Pulsdiagnostik. Bei Nichtbeachtung der nachfolgenden Anweisungen kann es zu fehlerhaften Messungen oder Messversagen kommen. • Auf dem Messfinger darf sich kein Nagellack, Kunstnagel oder andere Kosmetika befinden. • Achten Sie beim Messfinger darauf, dass der Fingernagel so kurz ist, dass die Fingerbeere die Sensorelemente im Gehäuse bedeckt. • Halten Sie Hand, Finger und Körper während des Messvorgangs ruhig. • Bei Personen mit Herzrhythmusstörungen können die Messwerte von SpO₂ und der Herzfrequenz verfälscht sein oder die Messung ist gar nicht erst möglich. • Das Pulsoximeter zeigt im Falle von Kohlenmonoxidvergiftung zu hohe Messwerte an. • Um das Messergebnis nicht zu verfälschen, sollte sich in der unmittelbaren Umgebung des Pulsoximeters keine starke Lichtquelle (z.B. Leuchtstofflampe oder direkte Sonnenbestrahlung) befinden. • Bei Personen, die einen niedrigen Blutdruck haben, unter Gelbsucht leiden oder Medikamente zur Gefäßkonstriktion einnehmen, kann es zu fehlerhaften oder verfälschten Messergebnissen kommen. • Bei Patienten, denen in der Vergangenheit klinische Farbstoffe verabreicht wurden und bei Patienten mit abnormalem Hämoglobinvorkommen ist mit einer Messverfälschung zu rechnen. Dies gilt insbesondere bei Kohlenmonoxidvergiftungen und Methämoglobinvergiftungen, wie sie z.B. durch die Zugabe von Lokalanästhetika oder bei vorliegendem Methämoglobinreduktase-Mangel entstehen. • Schützen Sie das Pulsoximeter vor Staub, Erschütterungen, Nässe, extremen Temperaturen und explosiven Stoffen. <box>14 324 400 526</box>
tech-table <box>409 473 794 582</box>
display-heading: Displaybeschreibung <box>112 604 149 609</box>
device-shape <box>312 796 361 811</box>
display-legend <box>198 613 280 683</box>
trademark-line: Apple and the Apple logo are trademarks of Apple Inc., registered in the U.S. and other countries. App Store is a service mark of Apple Inc., registered in the U.S. and other countries. <box>409 442 698 447</box>
table-cell: Das Pulsoximeter verwendet Bluetooth® low energy technology, Frequenzband 2402 MHz – 2480 MHz, Sendeleistung max. 2,87 dBm, Kompatibel mit Bluetooth® 4.0 Smartphones / Tablets. Liste der unterstützten Smartphones / Tablets <box>488 569 794 581</box>
measure-item: • Um das Messergebnis nicht zu verfälschen, sollte sich in der unmittelbaren Umgebung des Pulsoximeters keine starke Lichtquelle (z.B. Leuchtstofflampe oder direkte Sonnenbestrahlung) befinden. <box>22 498 397 503</box>
function-line: Die Funktionstaste des Pulsoximeters hat insgesamt 4 Funktionen: <box>14 843 121 848</box>
return-line: Beurer GmbH <box>409 759 432 764</box>
problem-row <box>410 387 794 395</box>
symbol-text: Zulässige Lagerungstemperatur- und -luftfeuchtigkeit <box>43 275 172 287</box>
symbol-icon: 🯅 <box>171 239 199 251</box>
table-cell <box>410 395 496 403</box>
step-illustration <box>146 788 269 822</box>
symbol-icon: Storage <box>15 275 43 287</box>
problem-row <box>410 415 794 423</box>
trademark-line: Google Play and the Google Play logo are trademarks of Google LLC. <box>409 448 521 453</box>
info-icon: i <box>409 630 418 639</box>
table-cell: 2 AAA Batterien ermöglichen ca. 2 Jahre Betrieb bei 3 Messungen pro Tag (je 60 Sekunden). <box>488 554 794 562</box>
battery-item: • Batterien dürfen nicht geladen oder kurzgeschlossen werden. <box>19 563 400 568</box>
display-legend-item: 1. Sauerstoffsättigung (Wert in Prozent) <box>198 612 265 617</box>
table-cell: Sensorik zur Messung von SpO₂ <box>410 519 488 527</box>
symbol-row <box>15 263 400 275</box>
hint-box: i Hinweise zur Elektromagnetischen Verträglichkeit <box>409 630 794 639</box>
measure-item: • Das Pulsoximeter zeigt im Falle von Kohlenmonoxidvergiftung zu hohe Messwerte an. <box>22 494 397 499</box>
measure-list <box>22 476 397 522</box>
display-legend-item: 3. Pulswelle ( Plethysmografische Welle) <box>198 622 267 627</box>
function-line: - Um die Messung zurückzukehren, warten Sie 10 Sekunden. Das Pulsoximeter schaltet sich automatisch aus. <box>14 875 190 880</box>
return-line: Servicecenter <box>409 764 431 769</box>
symbol-icon: Pb Cd Hg <box>171 215 199 227</box>
table-cell <box>410 422 496 430</box>
language-bar: DEUTSCH <box>14 57 398 66</box>
greeting: Sehr geehrte Kundin, sehr geehrter Kunde, <box>14 74 88 78</box>
no-use-item: – NICHT während einer MRT- oder CT-Untersuchung. <box>17 385 103 390</box>
header <box>0 0 400 62</box>
step-figure <box>14 786 141 834</box>
table-cell: Normalbereich <box>510 176 599 184</box>
trademark-line: Die Wortmarke Bluetooth® und zugehörigen Logos sind eingetragene Handelsmarken der Bluetooth SIG, Inc. Jedwede Nutzung dieser Marken durch die Beurer GmbH erfolgt unter Lizenz. Weitere Handelsmarken und Handelsnamen sind Eigentum der jeweiligen Inhaber. <box>409 431 788 441</box>
altitude-row <box>604 187 794 199</box>
table-cell: Zulässige Aufbewahrungs- und Transportbedingungen <box>410 534 488 546</box>
table-cell: Die Batterien im Pulsoximeter sind leer. <box>495 348 626 356</box>
function-line: - Drücken Sie kurz die Funktionstaste, um Bluetooth® zu aktivieren (ON) bzw. zu deaktivieren (OFF). <box>14 866 175 871</box>
warning-item: • Die Anzeige der Pulswelle sowie der Pulsbalke, erlauben keine Abschätzung über die Puls- oder Durchblutungsstärke am Messort, sondern dienen ausschließlich der Darstellung der aktuellen optischen Signalvariation am Messort, sie ermöglichen jedoch nicht eine sichere Pulsdiagnostik. <box>22 459 397 468</box>
regards: Mit freundlicher Empfehlung <box>14 90 59 95</box>
device-shape <box>348 728 376 743</box>
battery-item: • Immer alle Batterien gleichzeitig auswechseln. <box>19 577 400 582</box>
warning-icon: ⚠ <box>409 268 416 276</box>
norm-item: • Dieses Gerät entspricht der europäischen Normen EN60601-1 und EN60601-1-2 (Übereinstimmung mit CISPR 11, IEC 61000-4-2, IEC 61000-4-3, IEC 61000-4-8) und unterliegt besonderen Vorsichtsmaßnahmen hinsichtlich der elektromagnetischen Verträglichkeit. Bitte beachten Sie dabei, dass tragbare und mobile HF-Kommunikationseinrichtungen dieses Gerät beeinflussen können. Genauere Angaben können Sie unter der angegebenen Kundenservice-Adresse anfordern. <box>414 595 794 609</box>
no-use-item: – NICHT, wenn Sie allergisch auf Gummiprodukte reagieren. <box>17 371 114 376</box>
tech-row <box>410 473 794 481</box>
tech-row <box>410 481 794 489</box>
transfer-list <box>414 44 794 67</box>
info-icon: i <box>604 138 613 147</box>
hint-item: Die „beurer HealthManager" App muss zur Übertragung aktiviert sein. <box>421 108 532 113</box>
tech-row <box>410 488 794 496</box>
emv-item: • Die Verwendung von anderem Zubehör, als jenem, welches der Hersteller dieses Gerätes festgelegt oder bereitgestellt hat, kann erhöhte elektromagnetische Störaussendungen oder eine geminderte elektromagnetische Störfestigkeit des Gerätes zur Folge haben und zu einer fehlerhaften Betriebsweise führen. <box>414 659 794 668</box>
table-cell: -40°C bis +60°C, ≤95 % relative Luftfeuchte, 500–1060 hPa Umgebungsdruck <box>488 534 794 546</box>
problem-row <box>410 395 794 403</box>
step-caption: 3. Schließen Sie die Abdeckung des Batteriefachs wieder. <box>171 744 229 753</box>
section-heading: 9. Systemvoraussetzungen für die App „beurer HealthManager" <box>14 902 238 912</box>
subsection-text: Sie können zum einfacheren Transport das Pulsoximeters ein Umhängeband am Gerät befestigen. <box>246 706 386 715</box>
results-table: Messergebnis SpO₂ (Sauerstoffsättigung) in % Einstufung / Zu treffende Maßnahmen 99-94 Normalbereich 93-90 Erniedrigter Bereich: Arztbesuch empfohlen <box>409 168 600 192</box>
warning-item: • Das Pulsoximeter zeigt jeweils einen momentanen Messwert, kann aber nicht für eine kontinuierliche Überwachung verwendet werden. <box>22 427 397 432</box>
